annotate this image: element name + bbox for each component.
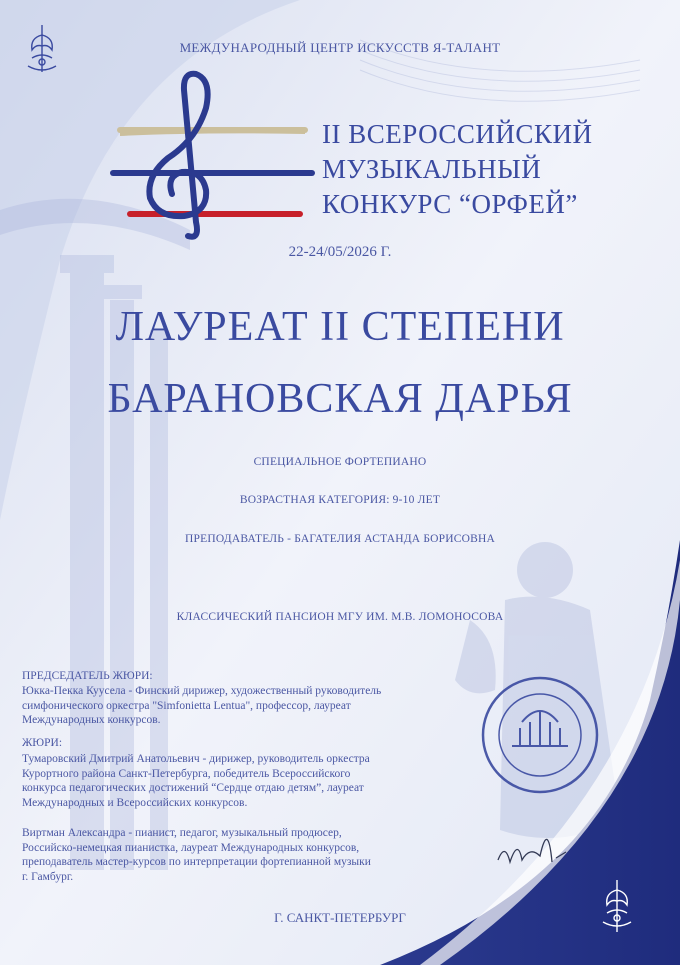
jury-line: преподаватель мастер-курсов по интерпретации фортепианной музыки [22, 856, 371, 868]
jury-member-1 [22, 752, 490, 810]
jury-line: Российско-немецкая пианистка, лауреат Международных конкурсов, [22, 841, 360, 854]
jury-members-label: ЖЮРИ: [22, 737, 63, 749]
jury-line: конкурса педагогических достижений “Сердце отдаю детям”, лауреат [22, 782, 364, 794]
competition-title-line3: КОНКУРС “ОРФЕЙ” [322, 189, 578, 219]
competition-title-line1: II ВСЕРОССИЙСКИЙ [322, 119, 593, 149]
teacher: ПРЕПОДАВАТЕЛЬ - БАГАТЕЛИЯ АСТАНДА БОРИСОВНА [185, 533, 495, 545]
jury-line: Международных и Всероссийских конкурсов. [22, 796, 248, 809]
jury-line: Виртман Александра - пианист, педагог, музыкальный продюсер, [22, 827, 342, 839]
jury-chair-description [22, 684, 490, 728]
participant-name: БАРАНОВСКАЯ ДАРЬЯ [107, 376, 573, 422]
jury-line: Тумаровский Дмитрий Анатольевич - дирижер, руководитель оркестра [22, 753, 370, 765]
jury-chair-label: ПРЕДСЕДАТЕЛЬ ЖЮРИ: [22, 670, 153, 682]
jury-member-2 [22, 826, 490, 884]
city-footer: Г. САНКТ-ПЕТЕРБУРГ [274, 910, 406, 925]
institution: КЛАССИЧЕСКИЙ ПАНСИОН МГУ ИМ. М.В. ЛОМОНОСОВА [176, 611, 504, 623]
specialty: СПЕЦИАЛЬНОЕ ФОРТЕПИАНО [253, 456, 427, 468]
competition-dates: 22-24/05/2026 Г. [288, 244, 392, 260]
jury-line: г. Гамбург. [22, 870, 74, 883]
jury-line: Юкка-Пекка Куусела - Финский дирижер, художественный руководитель [22, 685, 382, 697]
jury-line: Курортного района Санкт-Петербурга, победитель Всероссийского [22, 767, 351, 780]
award-title: ЛАУРЕАТ II СТЕПЕНИ [115, 304, 565, 350]
jury-line: симфонического оркестра "Simfonietta Lentua", профессор, лауреат [22, 699, 351, 712]
age-category: ВОЗРАСТНАЯ КАТЕГОРИЯ: 9-10 ЛЕТ [239, 494, 441, 506]
competition-title-line2: МУЗЫКАЛЬНЫЙ [322, 154, 542, 184]
jury-line: Международных конкурсов. [22, 714, 161, 726]
organizer-name: МЕЖДУНАРОДНЫЙ ЦЕНТР ИСКУССТВ Я-ТАЛАНТ [179, 40, 501, 55]
